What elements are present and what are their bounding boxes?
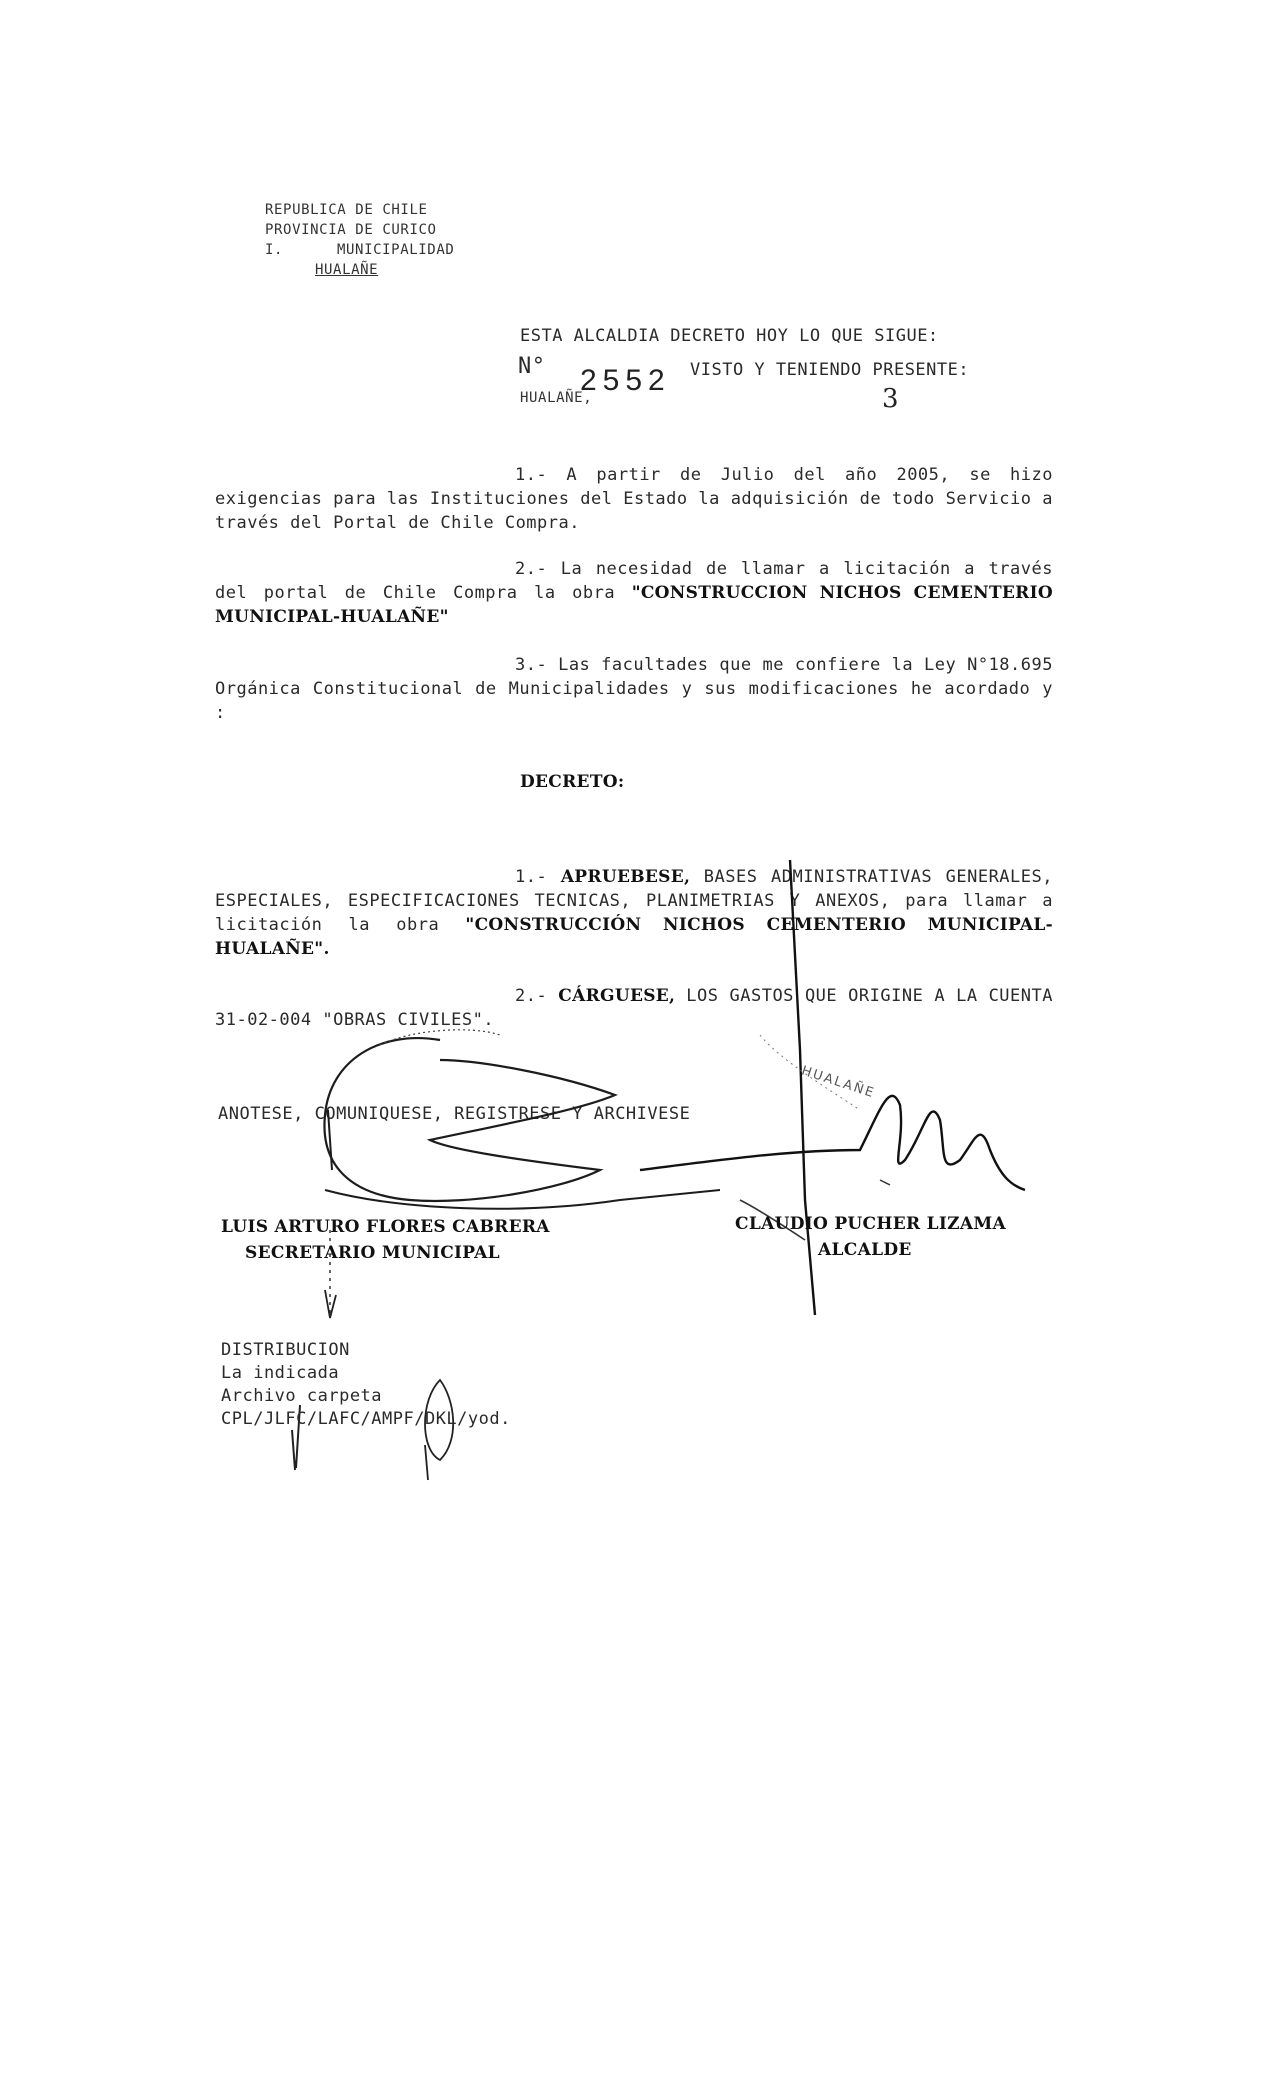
- distribution-line: CPL/JLFC/LAFC/AMPF/DKL/yod.: [221, 1409, 511, 1429]
- closing-line: ANOTESE, COMUNIQUESE, REGISTRESE Y ARCHIVESE: [218, 1104, 691, 1124]
- left-signatory-name: LUIS ARTURO FLORES CABRERA: [221, 1217, 550, 1237]
- obra-name-1: "CONSTRUCCION NICHOS CEMENTERIO MUNICIPAL-HUALAÑE": [215, 583, 1053, 627]
- header-republica: REPUBLICA DE CHILE: [265, 202, 428, 218]
- decree-number: 2552: [580, 364, 671, 397]
- considerando-3: 3.- Las facultades que me confiere la Ley N°18.695 Orgánica Constitucional de Municipalidades y sus modificaciones he acordado y :: [215, 655, 1053, 723]
- header-municipalidad: MUNICIPALIDAD: [337, 242, 455, 258]
- header-prefix: I.: [265, 242, 284, 258]
- stamp-text: HUALAÑE: [799, 1063, 878, 1102]
- left-signatory-title: SECRETARIO MUNICIPAL: [245, 1243, 500, 1263]
- apruebese-verb: APRUEBESE,: [560, 867, 691, 887]
- distribution-line: Archivo carpeta: [221, 1386, 383, 1406]
- left-signature: [324, 1038, 615, 1201]
- carguese-verb: CÁRGUESE,: [558, 986, 676, 1006]
- visto-line: VISTO Y TENIENDO PRESENTE:: [690, 360, 970, 380]
- decreto-title: DECRETO:: [520, 772, 625, 792]
- obra-name-2: "CONSTRUCCIÓN NICHOS CEMENTERIO MUNICIPAL-HUALAÑE".: [215, 915, 1053, 959]
- right-signature: [790, 860, 815, 1315]
- considerando-1: 1.- A partir de Julio del año 2005, se hizo exigencias para las Instituciones del Estado la adquisición de todo Servicio a través del Portal de Chile Compra.: [215, 465, 1053, 533]
- right-signatory-title: ALCALDE: [818, 1240, 912, 1260]
- header-provincia: PROVINCIA DE CURICO: [265, 222, 437, 238]
- resolution-1: 1.- APRUEBESE, BASES ADMINISTRATIVAS GENERALES, ESPECIALES, ESPECIFICACIONES TECNICAS, PLANIMETRIAS Y ANEXOS, para llamar a licitación la obra "CONSTRUCCIÓN NICHOS CEMENTERIO MUNICIPAL-HUALAÑE".: [215, 867, 1053, 959]
- resolution-2: 2.- CÁRGUESE, LOS GASTOS QUE ORIGINE A LA CUENTA 31-02-004 "OBRAS CIVILES".: [215, 986, 1053, 1030]
- right-signatory-name: CLAUDIO PUCHER LIZAMA: [735, 1214, 1006, 1234]
- decree-intro-line: ESTA ALCALDIA DECRETO HOY LO QUE SIGUE:: [520, 326, 939, 346]
- decree-number-label: N°: [518, 354, 546, 379]
- handwritten-mark: 3: [882, 384, 899, 414]
- place-label: HUALAÑE,: [520, 390, 593, 406]
- header-hualane: HUALAÑE: [315, 262, 379, 278]
- considerando-2: 2.- La necesidad de llamar a licitación a través del portal de Chile Compra la obra "CONSTRUCCION NICHOS CEMENTERIO MUNICIPAL-HUALAÑE": [215, 559, 1053, 627]
- distribution-title: DISTRIBUCION: [221, 1340, 350, 1360]
- distribution-line: La indicada: [221, 1363, 340, 1383]
